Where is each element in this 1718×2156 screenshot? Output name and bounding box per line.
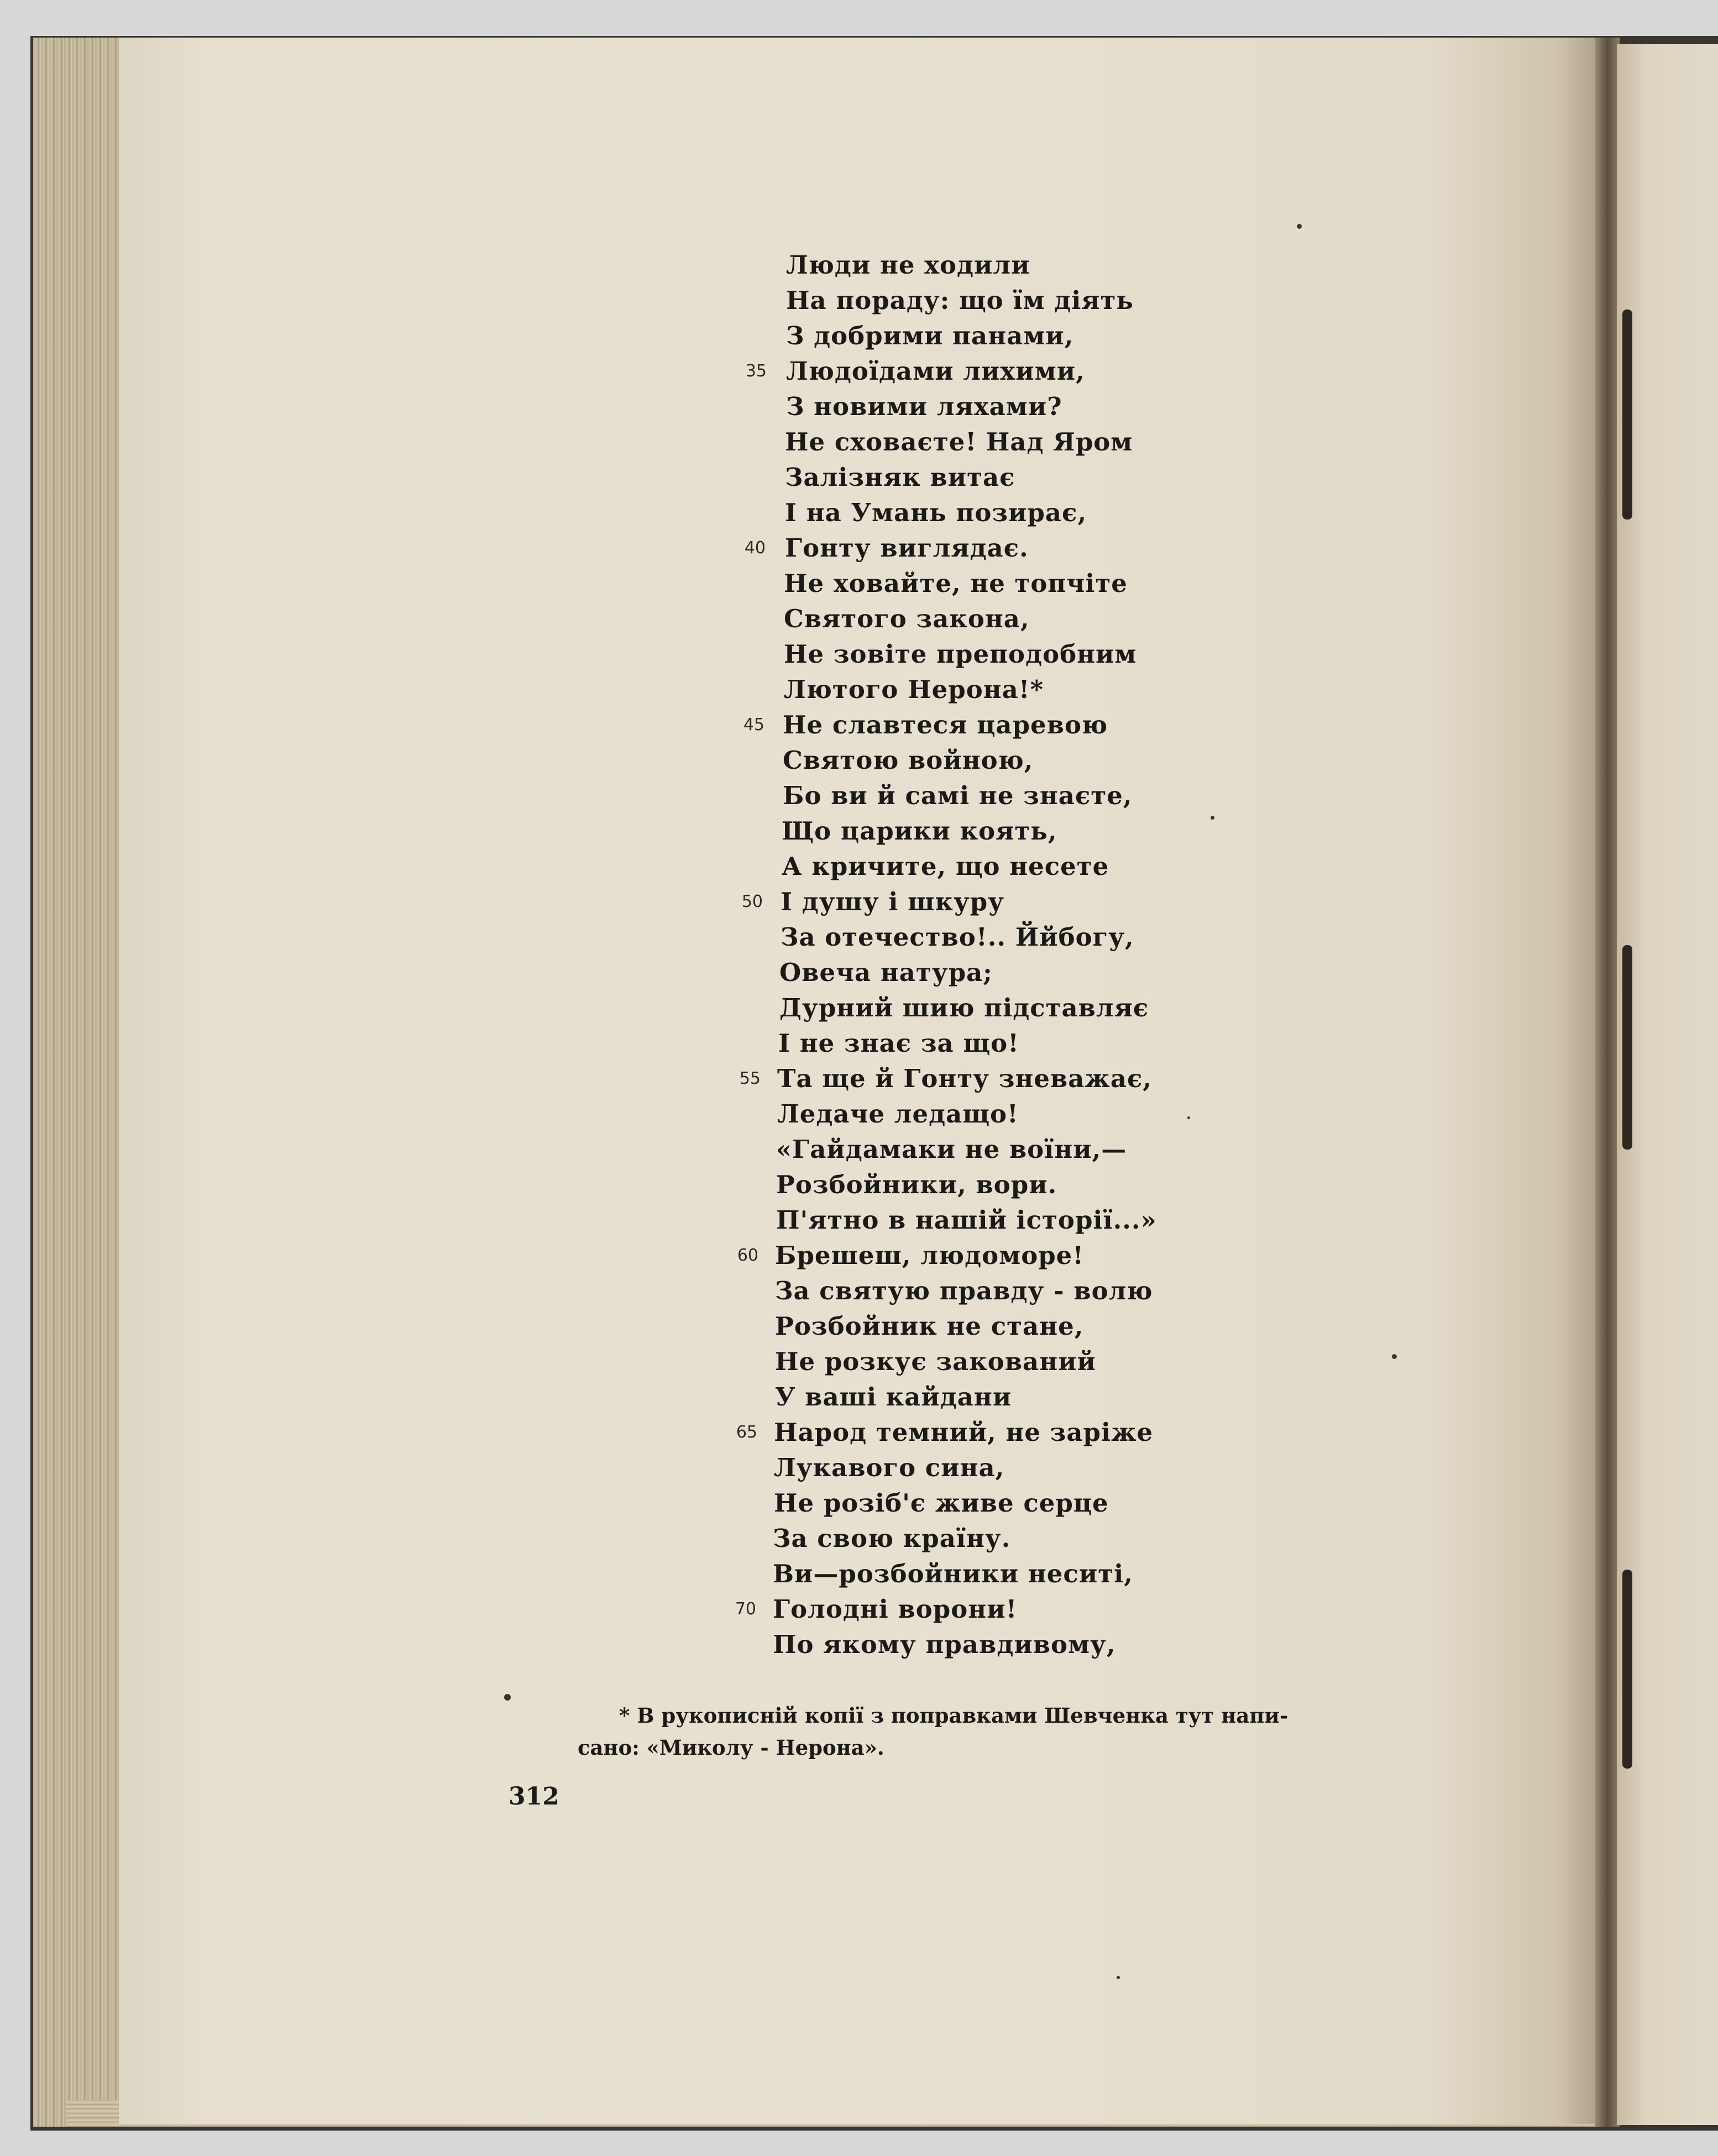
verse-line: Люди не ходили — [786, 250, 1030, 280]
verse-line: Не ховайте, не топчіте — [784, 569, 1128, 598]
line-number: 55 — [739, 1069, 761, 1088]
ink-bleed-mark — [1622, 945, 1632, 1150]
line-number: 50 — [741, 892, 763, 911]
verse-line: «Гайдамаки не воїни,— — [776, 1135, 1127, 1164]
verse-line: П'ятно в нашій історії...» — [776, 1205, 1157, 1235]
book-gutter — [1595, 38, 1620, 2127]
verse-line: Гонту виглядає. — [785, 533, 1029, 563]
verse-line: За отечество!.. Ййбогу, — [781, 922, 1134, 952]
page-edges-left — [33, 38, 127, 2127]
verse-line: Залізняк витає — [785, 463, 1015, 492]
verse-line: У ваші кайдани — [775, 1382, 1012, 1412]
line-number: 70 — [735, 1599, 756, 1619]
verse-line: Не розкує закований — [775, 1347, 1096, 1376]
verse-line: Лукавого сина, — [774, 1453, 1005, 1482]
footnote — [578, 1699, 1302, 1764]
line-number: 60 — [737, 1246, 758, 1265]
paper-speck — [504, 1694, 511, 1701]
footnote-line: сано: «Миколу - Нерона». — [578, 1735, 884, 1760]
paper-speck — [1117, 1976, 1120, 1979]
verse-line: Брешеш, людоморе! — [775, 1241, 1085, 1270]
verse-line: І не знає за що! — [778, 1029, 1019, 1058]
verse-line: Не сховаєте! Над Яром — [785, 427, 1133, 457]
verse-line: Ви—розбойники неситі, — [773, 1559, 1133, 1588]
verse-line: Святою войною, — [783, 746, 1034, 775]
verse-line: А кричите, що несете — [782, 852, 1109, 881]
verse-line: І душу і шкуру — [781, 887, 1005, 916]
verse-line: Розбойник не стане, — [775, 1312, 1084, 1341]
ink-bleed-mark — [1622, 1570, 1632, 1769]
verse-line: Народ темний, не заріже — [774, 1418, 1154, 1447]
verse-line: Овеча натура; — [779, 958, 993, 987]
verse-line: І на Умань позирає, — [785, 498, 1087, 527]
verse-line: Бо ви й самі не знаєте, — [783, 781, 1133, 810]
paper-speck — [1211, 816, 1214, 820]
verse-line: Голодні ворони! — [773, 1594, 1018, 1624]
verse-line: З добрими панами, — [786, 321, 1074, 350]
verse-line: З новими ляхами? — [786, 392, 1062, 421]
verse-line: Ледаче ледащо! — [777, 1099, 1019, 1129]
line-number: 35 — [745, 361, 767, 381]
verse-line: Не зовіте преподобним — [784, 639, 1137, 669]
verse-line: Не славтеся царевою — [783, 710, 1108, 739]
verse-line: Святого закона, — [784, 604, 1030, 633]
line-number: 65 — [736, 1423, 757, 1442]
paper-speck — [1297, 224, 1302, 229]
paper-speck — [1187, 1116, 1190, 1119]
ink-bleed-mark — [1622, 310, 1632, 520]
verse-line: По якому правдивому, — [773, 1630, 1116, 1659]
verse-line: За святую правду - волю — [775, 1276, 1153, 1305]
verse-line: Та ще й Гонту зневажає, — [777, 1064, 1153, 1093]
line-number: 40 — [744, 538, 766, 558]
verse-line: Розбойники, вори. — [776, 1170, 1057, 1199]
paper-speck — [1392, 1354, 1397, 1359]
page-number: 312 — [509, 1782, 559, 1811]
verse-line: Не розіб'є живе серце — [774, 1488, 1109, 1518]
verse-line: Що царики коять, — [782, 816, 1057, 846]
facing-page-edge — [1617, 44, 1718, 2125]
verse-line: Дурний шию підставляє — [779, 993, 1149, 1022]
line-number: 45 — [743, 715, 764, 735]
verse-line: На пораду: що їм діять — [786, 286, 1134, 315]
verse-line: Людоїдами лихими, — [786, 356, 1085, 386]
verse-line: За свою країну. — [773, 1524, 1011, 1553]
verse-line: Лютого Нерона!* — [784, 675, 1044, 704]
footnote-line: * В рукописній копії з поправками Шевченка тут напи- — [619, 1703, 1288, 1728]
